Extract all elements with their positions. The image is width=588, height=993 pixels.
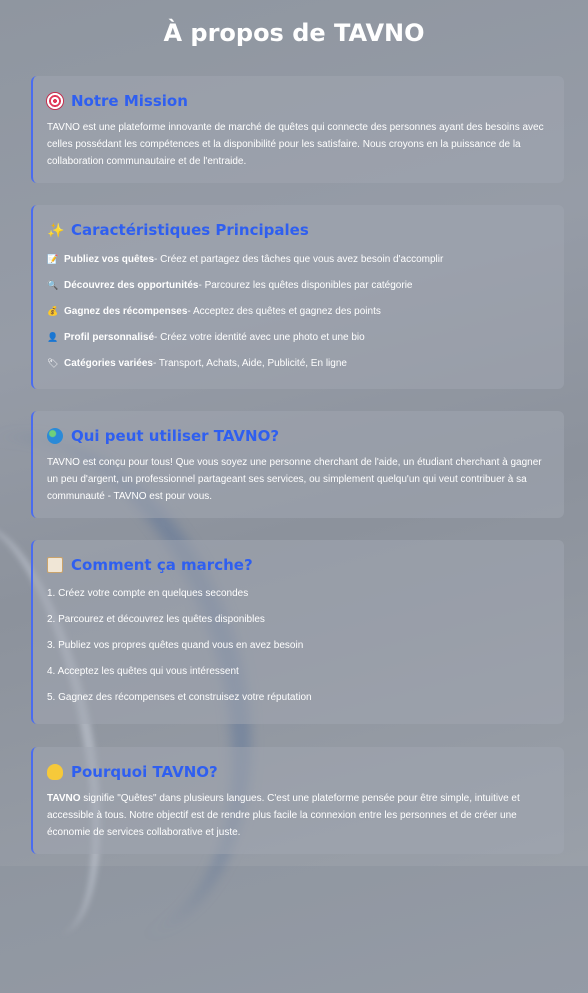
globe-icon: [47, 428, 63, 444]
steps-list: [47, 581, 550, 711]
sparkles-icon: ✨: [47, 222, 65, 238]
howto-card: [31, 540, 564, 724]
light-bulb-icon: [47, 764, 63, 780]
feature-label: Gagnez des récompenses: [64, 305, 188, 317]
memo-icon: 📝: [47, 253, 59, 264]
audience-header: [47, 425, 550, 447]
feature-description: - Transport, Achats, Aide, Publicité, En ligne: [152, 357, 347, 369]
features-title: Caractéristiques Principales: [71, 221, 309, 239]
why-header: [47, 761, 550, 783]
howto-header: [47, 554, 550, 576]
why-body: signifie "Quêtes" dans plusieurs langues. C'est une plateforme pensée pour être simple, intuitive et accessible à tous. Notre objectif est de rendre plus facile la connexion entre les personnes et de créer une économie de services collaborative et juste.: [47, 793, 520, 838]
feature-description: - Parcourez les quêtes disponibles par catégorie: [198, 279, 413, 291]
mission-text: TAVNO est une plateforme innovante de marché de quêtes qui connecte des personnes ayant des besoins avec celles possédant les compétences et la disponibilité pour les satisfaire. Nous croyons en la puissance de la collaboration communautaire et de l'entraide.: [47, 122, 544, 167]
mission-header: [47, 90, 550, 112]
features-list: [47, 246, 550, 376]
step-item: 4. Acceptez les quêtes qui vous intéressent: [47, 666, 239, 677]
feature-description: - Créez et partagez des tâches que vous avez besoin d'accomplir: [154, 253, 444, 265]
mission-card: [31, 76, 564, 183]
mission-title: Notre Mission: [71, 92, 188, 110]
feature-label: Catégories variées: [64, 357, 153, 369]
feature-label: Publiez vos quêtes: [64, 253, 155, 265]
user-icon: 👤: [47, 331, 59, 342]
feature-item: [47, 246, 550, 272]
why-text: [47, 790, 550, 841]
step-item: 1. Créez votre compte en quelques secondes: [47, 588, 249, 599]
tag-icon: 🏷: [47, 357, 59, 368]
feature-item: [47, 298, 550, 324]
why-title: Pourquoi TAVNO?: [71, 763, 218, 781]
step-item: 3. Publiez vos propres quêtes quand vous en avez besoin: [47, 640, 304, 651]
feature-label: Profil personnalisé: [64, 331, 155, 343]
features-card: [31, 205, 564, 389]
feature-description: - Acceptez des quêtes et gagnez des points: [187, 305, 381, 317]
clipboard-icon: [47, 557, 63, 573]
feature-item: [47, 350, 550, 376]
feature-description: - Créez votre identité avec une photo et une bio: [154, 331, 365, 343]
step-item: 5. Gagnez des récompenses et construisez votre réputation: [47, 692, 312, 703]
audience-title: Qui peut utiliser TAVNO?: [71, 427, 280, 445]
audience-text: TAVNO est conçu pour tous! Que vous soyez une personne cherchant de l'aide, un étudiant cherchant à gagner un peu d'argent, un professionnel partageant ses services, ou simplement quelqu'un qui veut contribuer à sa communauté - TAVNO est pour vous.: [47, 457, 542, 502]
howto-title: Comment ça marche?: [71, 556, 253, 574]
magnifier-icon: 🔍: [47, 279, 59, 290]
target-icon: [47, 93, 63, 109]
step-item: 2. Parcourez et découvrez les quêtes disponibles: [47, 614, 265, 625]
page-title: À propos de TAVNO: [163, 19, 425, 47]
feature-item: [47, 272, 550, 298]
why-brand: TAVNO: [47, 793, 81, 804]
feature-label: Découvrez des opportunités: [64, 279, 199, 291]
why-card: [31, 747, 564, 854]
features-header: [47, 219, 550, 241]
feature-item: [47, 324, 550, 350]
money-bag-icon: 💰: [47, 305, 59, 316]
audience-card: [31, 411, 564, 518]
